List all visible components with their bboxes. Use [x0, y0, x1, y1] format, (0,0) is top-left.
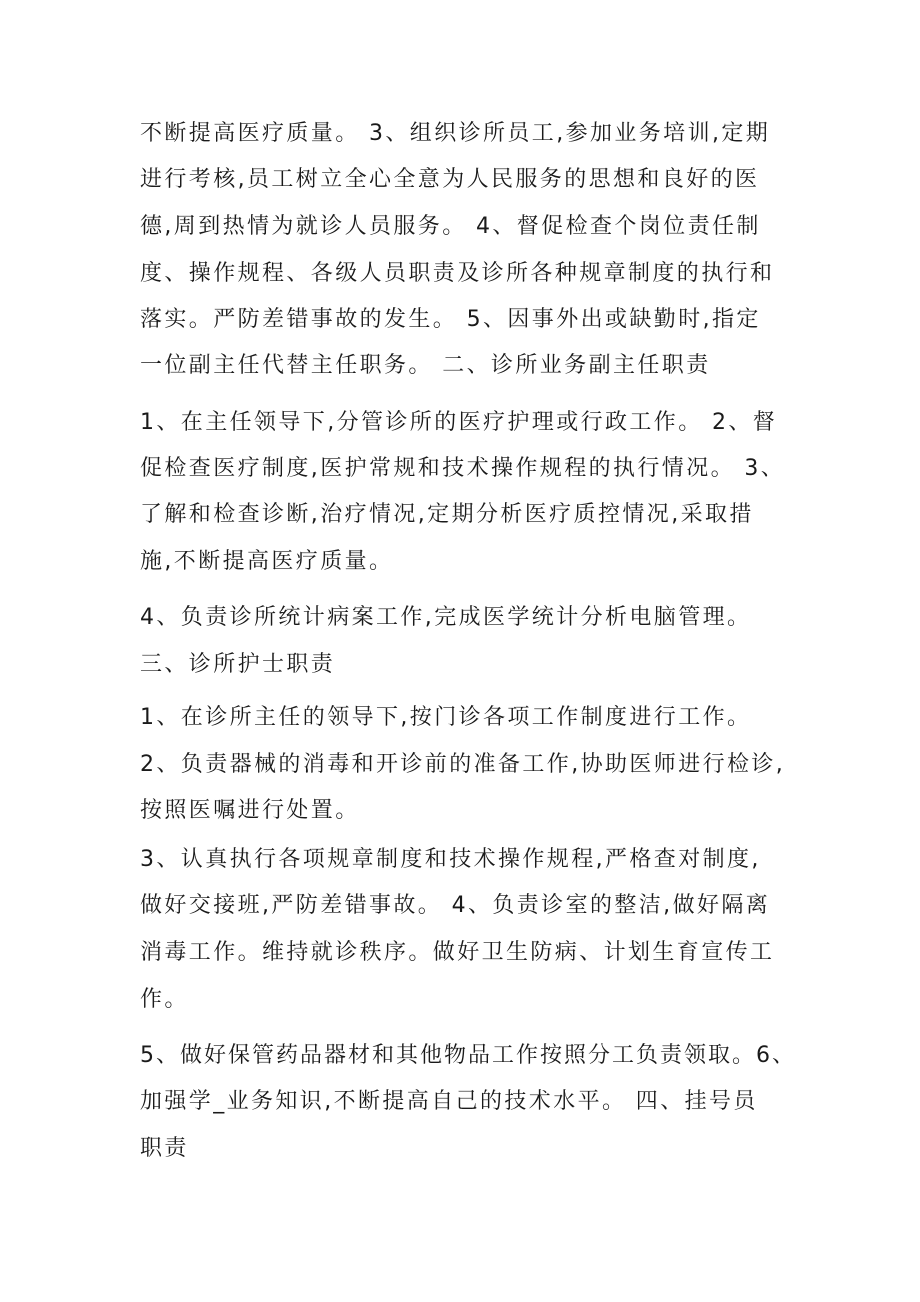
text-line: 做好交接班,严防差错事故。 4、负责诊室的整洁,做好隔离	[140, 893, 771, 918]
text-line: 消毒工作。维持就诊秩序。做好卫生防病、计划生育宣传工	[140, 940, 775, 965]
text-line: 按照医嘱进行处置。	[140, 798, 360, 823]
text-line: 一位副主任代替主任职务。 二、诊所业务副主任职责	[140, 353, 711, 378]
text-line: 促检查医疗制度,医护常规和技术操作规程的执行情况。 3、	[140, 456, 786, 481]
text-line: 了解和检查诊断,治疗情况,定期分析医疗质控情况,采取措	[140, 502, 754, 527]
text-line: 进行考核,员工树立全心全意为人民服务的思想和良好的医	[140, 167, 760, 192]
text-line: 1、在主任领导下,分管诊所的医疗护理或行政工作。 2、督	[140, 410, 778, 435]
text-line: 5、做好保管药品器材和其他物品工作按照分工负责领取。6、	[140, 1043, 796, 1068]
text-line: 施,不断提高医疗质量。	[140, 549, 394, 574]
text-line: 度、操作规程、各级人员职责及诊所各种规章制度的执行和	[140, 261, 775, 286]
text-line: 德,周到热情为就诊人员服务。 4、督促检查个岗位责任制	[140, 214, 761, 239]
text-line: 作。	[140, 987, 189, 1012]
text-line: 职责	[140, 1136, 189, 1161]
text-line: 1、在诊所主任的领导下,按门诊各项工作制度进行工作。	[140, 705, 752, 730]
text-line: 4、负责诊所统计病案工作,完成医学统计分析电脑管理。	[140, 605, 752, 630]
text-line: 2、负责器械的消毒和开诊前的准备工作,协助医师进行检诊,	[140, 752, 786, 777]
text-line: 3、认真执行各项规章制度和技术操作规程,严格查对制度,	[140, 847, 761, 872]
text-line: 落实。严防差错事故的发生。 5、因事外出或缺勤时,指定	[140, 307, 761, 332]
text-line: 加强学_业务知识,不断提高自己的技术水平。 四、挂号员	[140, 1089, 758, 1114]
text-line: 不断提高医疗质量。 3、组织诊所员工,参加业务培训,定期	[140, 121, 771, 146]
section-heading: 三、诊所护士职责	[140, 652, 336, 677]
